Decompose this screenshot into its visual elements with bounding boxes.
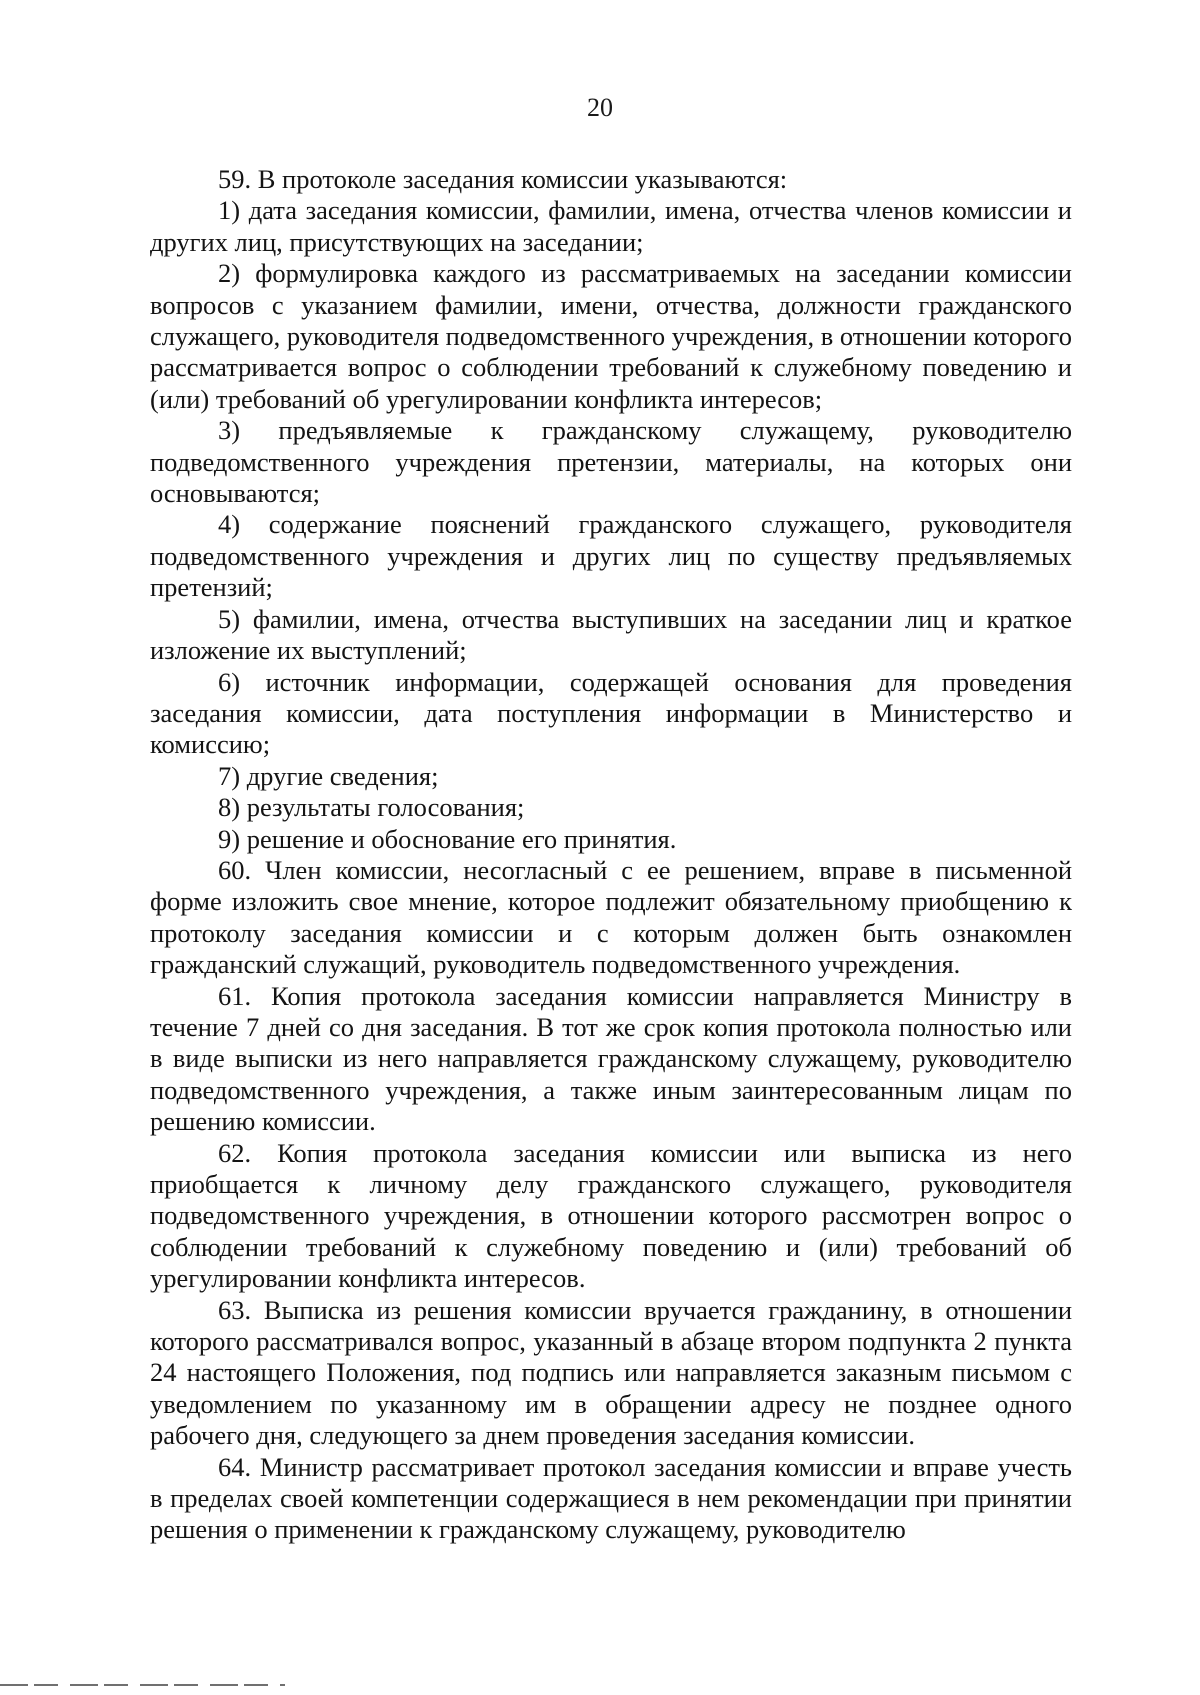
paragraph-59-item-9: 9) решение и обоснование его принятия. [218,823,677,854]
paragraph-64: 64. Министр рассматривает протокол заседания комиссии и вправе учесть в пределах своей компетенции содержащиеся в нем рекомендации при принятии решения о применении к гражданскому служащему, руководителю [150,1451,1072,1545]
paragraph-59-item-7: 7) другие сведения; [218,760,439,791]
paragraph-59-item-3: 3) предъявляемые к гражданскому служащему, руководителю подведомственного учреждения претензии, материалы, на которых они основываются; [150,415,1072,509]
paragraph-59-item-8: 8) результаты голосования; [218,792,525,823]
page-number: 20 [587,93,613,122]
paragraph-59: 59. В протоколе заседания комиссии указываются: [218,164,788,194]
document-body [150,164,1072,1546]
paragraph-59-item-1: 1) дата заседания комиссии, фамилии, имена, отчества членов комиссии и других лиц, присутствующих на заседании; [150,195,1072,257]
paragraph-61: 61. Копия протокола заседания комиссии направляется Министру в течение 7 дней со дня заседания. В тот же срок копия протокола полностью или в виде выписки из него направляется гражданскому служащему, руководителю подведомственного учреждения, а также иным заинтересованным лицам по решению комиссии. [150,980,1072,1137]
paragraph-63: 63. Выписка из решения комиссии вручается гражданину, в отношении которого рассматривался вопрос, указанный в абзаце втором подпункта 2 пункта 24 настоящего Положения, под подпись или направляется заказным письмом с уведомлением по указанному им в обращении адресу не позднее одного рабочего дня, следующего за днем проведения заседания комиссии. [150,1294,1072,1451]
scan-footer-line [0,1684,285,1686]
paragraph-60: 60. Член комиссии, несогласный с ее решением, вправе в письменной форме изложить свое мнение, которое подлежит обязательному приобщению к протоколу заседания комиссии и с которым должен быть ознакомлен гражданский служащий, руководитель подведомственного учреждения. [150,854,1072,980]
paragraph-59-item-4: 4) содержание пояснений гражданского служащего, руководителя подведомственного учреждения и других лиц по существу предъявляемых претензий; [150,509,1072,603]
paragraph-59-item-2: 2) формулировка каждого из рассматриваемых на заседании комиссии вопросов с указанием фамилии, имени, отчества, должности гражданского служащего, руководителя подведомственного учреждения, в отношении которого рассматривается вопрос о соблюдении требований к служебному поведению и (или) требований об урегулировании конфликта интересов; [150,258,1072,414]
paragraph-59-item-6: 6) источник информации, содержащей основания для проведения заседания комиссии, дата поступления информации в Министерство и комиссию; [150,666,1072,760]
paragraph-62: 62. Копия протокола заседания комиссии или выписка из него приобщается к личному делу гражданского служащего, руководителя подведомственного учреждения, в отношении которого рассмотрен вопрос о соблюдении требований к служебному поведению и (или) требований об урегулировании конфликта интересов. [150,1137,1072,1294]
paragraph-59-item-5: 5) фамилии, имена, отчества выступивших на заседании лиц и краткое изложение их выступлений; [150,603,1072,666]
